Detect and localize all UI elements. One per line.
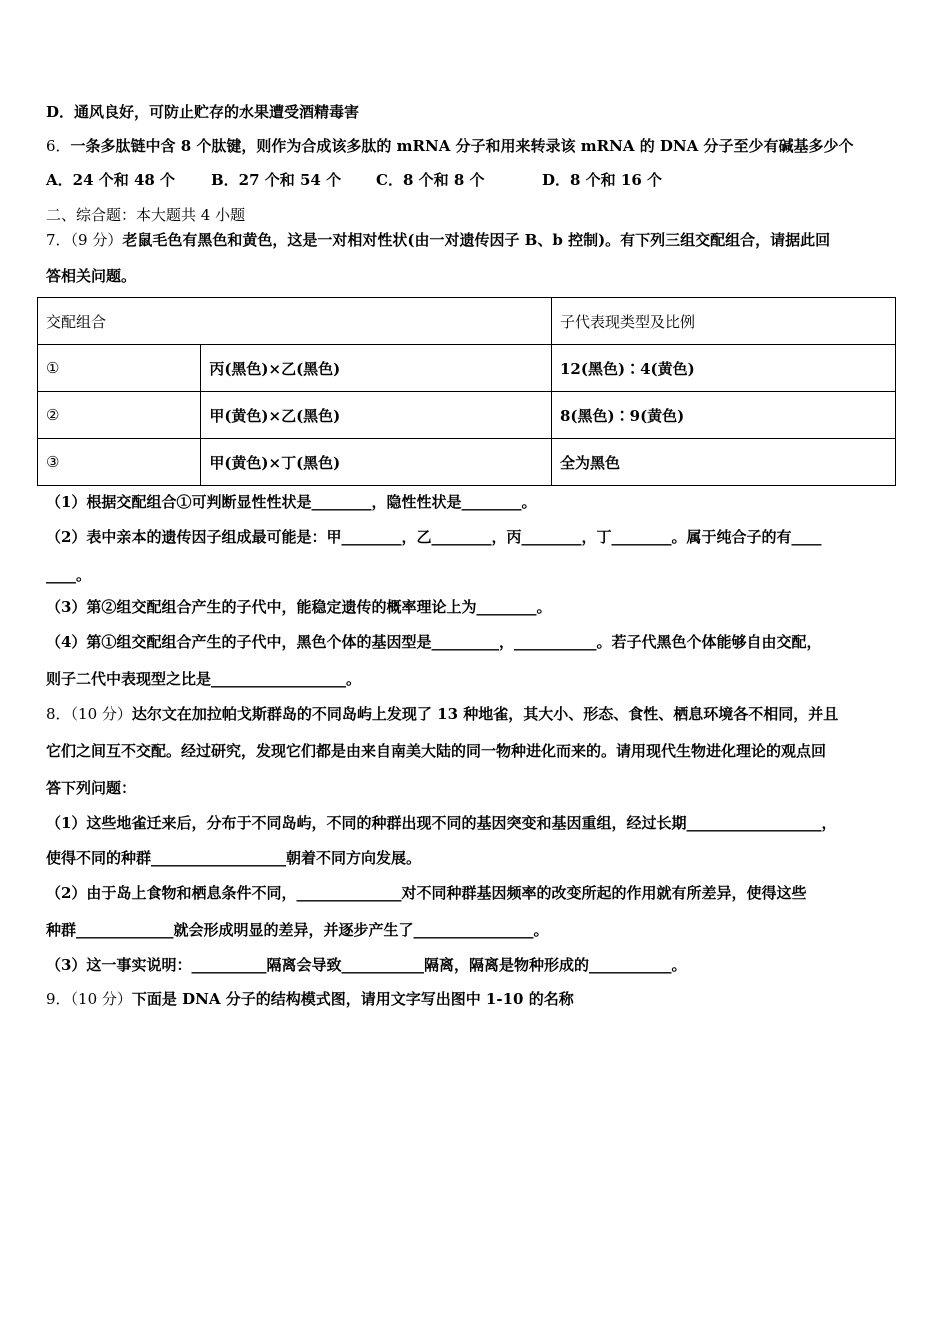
cross-table: [37, 297, 896, 486]
q8-stem-line2: 它们之间互不交配。经过研究，发现它们都是由来自南美大陆的同一物种进化而来的。请用现代生物进化理论的观点回: [46, 742, 827, 760]
q6-option-d: D．8 个和 16 个: [542, 171, 662, 189]
q8-stem-line1: [46, 704, 838, 724]
row-cross: 甲(黄色)×乙(黑色): [201, 392, 552, 439]
table-row: [38, 439, 896, 486]
q9-stem-text: 下面是 DNA 分子的结构模式图，请用文字写出图中 1-10 的名称: [131, 990, 574, 1008]
q6-option-a: A．24 个和 48 个: [46, 171, 176, 189]
q6-number: 6．: [46, 137, 71, 155]
q7-sub2-line1: （2）表中亲本的遗传因子组成最可能是：甲________，乙________，丙________，丁________。属于纯合子的有____: [46, 528, 822, 546]
q5-option-d: D．通风良好，可防止贮存的水果遭受酒精毒害: [46, 103, 360, 121]
q8-stem-line3: 答下列问题：: [46, 779, 137, 797]
q7-stem-line1: [46, 230, 830, 250]
q6-option-b: B．27 个和 54 个: [211, 171, 342, 189]
q8-sub2-line2: 种群_____________就会形成明显的差异，并逐步产生了________________。: [46, 921, 549, 939]
header-offspring: 子代表现类型及比例: [552, 298, 896, 345]
q8-stem-text: 达尔文在加拉帕戈斯群岛的不同岛屿上发现了 13 种地雀，其大小、形态、食性、栖息环境各不相同，并且: [131, 705, 839, 723]
q7-score: （9 分）: [70, 231, 123, 249]
q9-number: 9．: [46, 990, 71, 1008]
q8-sub1-line1: （1）这些地雀迁来后，分布于不同岛屿，不同的种群出现不同的基因突变和基因重组，经过长期__________________，: [46, 814, 837, 832]
q9-stem: [46, 989, 574, 1009]
q7-sub4-line2: 则子二代中表现型之比是__________________。: [46, 670, 362, 688]
row-cross: 甲(黄色)×丁(黑色): [201, 439, 552, 486]
q7-number: 7．: [46, 231, 71, 249]
q6-option-c: C．8 个和 8 个: [376, 171, 485, 189]
q8-sub3: （3）这一事实说明：__________隔离会导致___________隔离，隔离是物种形成的___________。: [46, 956, 687, 974]
row-id: ③: [38, 439, 201, 486]
table-row: [38, 345, 896, 392]
q8-sub1-line2: 使得不同的种群__________________朝着不同方向发展。: [46, 849, 422, 867]
row-offspring: 8(黑色)∶9(黄色): [552, 392, 896, 439]
q8-score: （10 分）: [70, 705, 132, 723]
row-id: ①: [38, 345, 201, 392]
header-cross: 交配组合: [38, 298, 552, 345]
q7-stem-line2: 答相关问题。: [46, 267, 137, 285]
row-offspring: 12(黑色)∶4(黄色): [552, 345, 896, 392]
q7-stem-text: 老鼠毛色有黑色和黄色，这是一对相对性状(由一对遗传因子 B、b 控制)。有下列三组交配组合，请据此回: [122, 231, 831, 249]
q6-stem-text: 一条多肽链中含 8 个肽键，则作为合成该多肽的 mRNA 分子和用来转录该 mRNA 的 DNA 分子至少有碱基多少个: [70, 137, 854, 155]
q9-score: （10 分）: [70, 990, 132, 1008]
table-row: [38, 392, 896, 439]
row-offspring: 全为黑色: [552, 439, 896, 486]
section-heading: 二、综合题：本大题共 4 小题: [46, 206, 246, 224]
q7-sub1: （1）根据交配组合①可判断显性性状是________，隐性性状是________。: [46, 493, 537, 511]
q8-number: 8．: [46, 705, 71, 723]
q7-sub3: （3）第②组交配组合产生的子代中，能稳定遗传的概率理论上为________。: [46, 598, 552, 616]
q7-sub2-line2: ____。: [46, 566, 92, 584]
row-cross: 丙(黑色)×乙(黑色): [201, 345, 552, 392]
table-header-row: [38, 298, 896, 345]
q8-sub2-line1: （2）由于岛上食物和栖息条件不同，______________对不同种群基因频率的改变所起的作用就有所差异，使得这些: [46, 884, 807, 902]
q6-stem: [46, 136, 854, 156]
row-id: ②: [38, 392, 201, 439]
q7-sub4-line1: （4）第①组交配组合产生的子代中，黑色个体的基因型是_________，___________。若子代黑色个体能够自由交配，: [46, 633, 822, 651]
